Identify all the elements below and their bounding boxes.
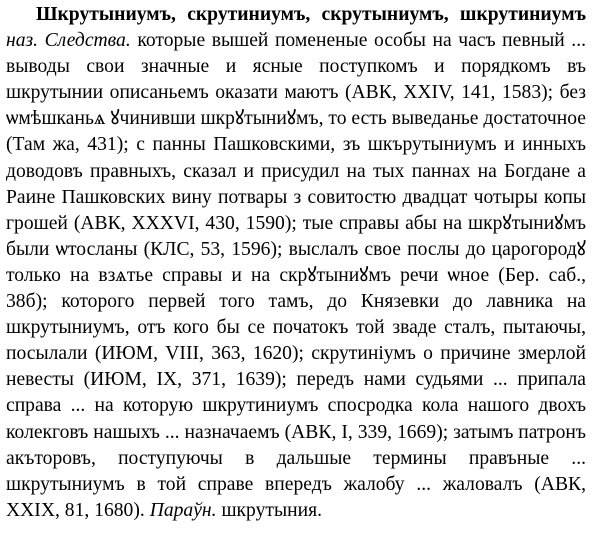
- entry-body-text: которые вышей помененые особы на часъ певный ... выводы свои значные и ясные поступкомъ и порядкомъ въ шкрутынии описаньемъ оказати маютъ (АВК, XXIV, 141, 1583); без ѡмѣшканьѧ ꙋчинивши шкрꙋтыниꙋмъ, то есть выведанье достаточное (Там жа, 431); с панны Пашковскими, зъ шкърутыниумъ и инныхъ доводовъ правныхъ, сказал и присудил на тых паннах на Богдане а Раине Пашковских вину потвары з совитостю двадцат чотыры копы грошей (АВК, XXXVI, 430, 1590); тые справы абы на шкрꙋтыниꙋмъ были ѡтосланы (КЛС, 53, 1596); выслалъ свое послы до царогородꙋ только на взѧтье справы и на скрꙋтыниꙋмъ речи ѡное (Бер. саб., 38б); которого первей того тамъ, до Князевки до лавника на шкрутыниумъ, отъ кого бы се початокъ той зваде сталъ, пытаючы, посылали (ИЮМ, VIII, 363, 1620); скрутиніумъ о причине змерлой невесты (ИЮМ, IX, 371, 1639); передъ нами судьями ... припала справа ... на которую шкрутиниумъ спосродка кола нашого двохъ колекговъ нашыхъ ... назначаемъ (АВК, I, 339, 1669); затымъ патронъ акъторовъ, поступуючы в дальшые термины правъные ... шкрутыниумъ в той справе впередъ жалобу ... жаловалъ (АВК, XXIX, 81, 1680).: [6, 30, 587, 521]
- part-of-speech-label: наз. Следства.: [6, 30, 131, 52]
- dictionary-entry: [6, 2, 586, 524]
- cross-reference-word: шкрутыния.: [221, 499, 323, 521]
- entry-headword: Шкрутыниумъ, скрутиниумъ, скрутыниумъ, шкрутиниумъ: [36, 4, 586, 25]
- cross-reference-label: Параўн.: [149, 499, 217, 521]
